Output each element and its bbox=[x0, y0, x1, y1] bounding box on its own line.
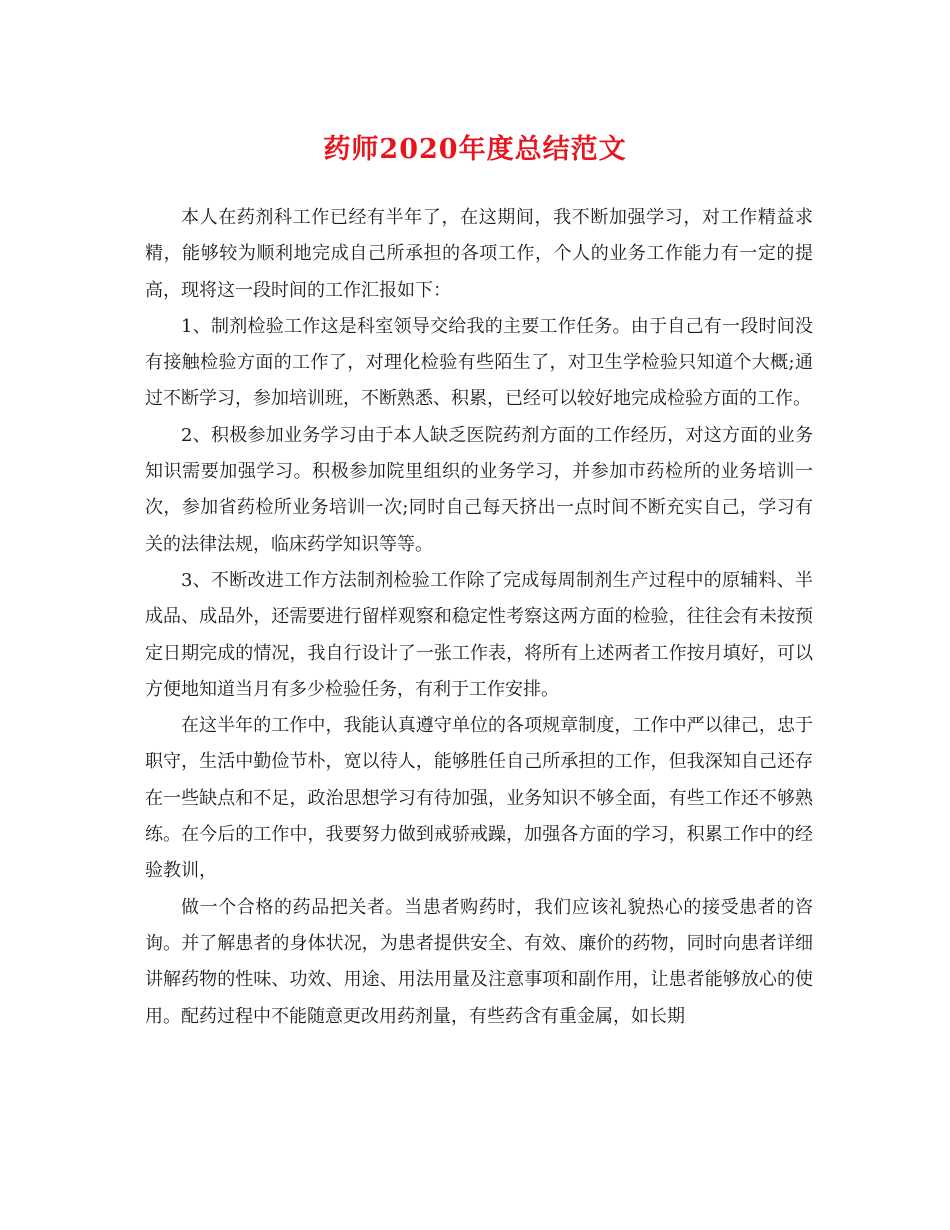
paragraph-reflection: 在这半年的工作中，我能认真遵守单位的各项规章制度，工作中严以律己，忠于职守，生活中勤俭节朴，宽以待人，能够胜任自己所承担的工作，但我深知自己还存在一些缺点和不足，政治思想学习有待加强，业务知识不够全面，有些工作还不够熟练。在今后的工作中，我要努力做到戒骄戒躁，加强各方面的学习，积累工作中的经验教训， bbox=[145, 715, 813, 882]
document-body bbox=[145, 200, 813, 1035]
paragraph-pharmacist-duty: 做一个合格的药品把关者。当患者购药时，我们应该礼貌热心的接受患者的咨询。并了解患者的身体状况，为患者提供安全、有效、廉价的药物，同时向患者详细讲解药物的性味、功效、用途、用法用量及注意事项和副作用，让患者能够放心的使用。配药过程中不能随意更改用药剂量，有些药含有重金属，如长期 bbox=[145, 896, 813, 1027]
paragraph-intro: 本人在药剂科工作已经有半年了，在这期间，我不断加强学习，对工作精益求精，能够较为顺利地完成自己所承担的各项工作，个人的业务工作能力有一定的提高，现将这一段时间的工作汇报如下： bbox=[145, 207, 813, 301]
paragraph-item-3: 3、不断改进工作方法制剂检验工作除了完成每周制剂生产过程中的原辅料、半成品、成品外，还需要进行留样观察和稳定性考察这两方面的检验，往往会有未按预定日期完成的情况，我自行设计了一张工作表，将所有上述两者工作按月填好，可以方便地知道当月有多少检验任务，有利于工作安排。 bbox=[145, 569, 813, 700]
paragraph-item-1: 1、制剂检验工作这是科室领导交给我的主要工作任务。由于自己有一段时间没有接触检验方面的工作了，对理化检验有些陌生了，对卫生学检验只知道个大概;通过不断学习，参加培训班，不断熟悉、积累，已经可以较好地完成检验方面的工作。 bbox=[145, 315, 813, 410]
paragraph-item-2: 2、积极参加业务学习由于本人缺乏医院药剂方面的工作经历，对这方面的业务知识需要加强学习。积极参加院里组织的业务学习，并参加市药检所的业务培训一次，参加省药检所业务培训一次;同时自己每天挤出一点时间不断充实自己，学习有关的法律法规，临床药学知识等等。 bbox=[145, 424, 813, 555]
document-title: 药师2020年度总结范文 bbox=[323, 134, 627, 165]
